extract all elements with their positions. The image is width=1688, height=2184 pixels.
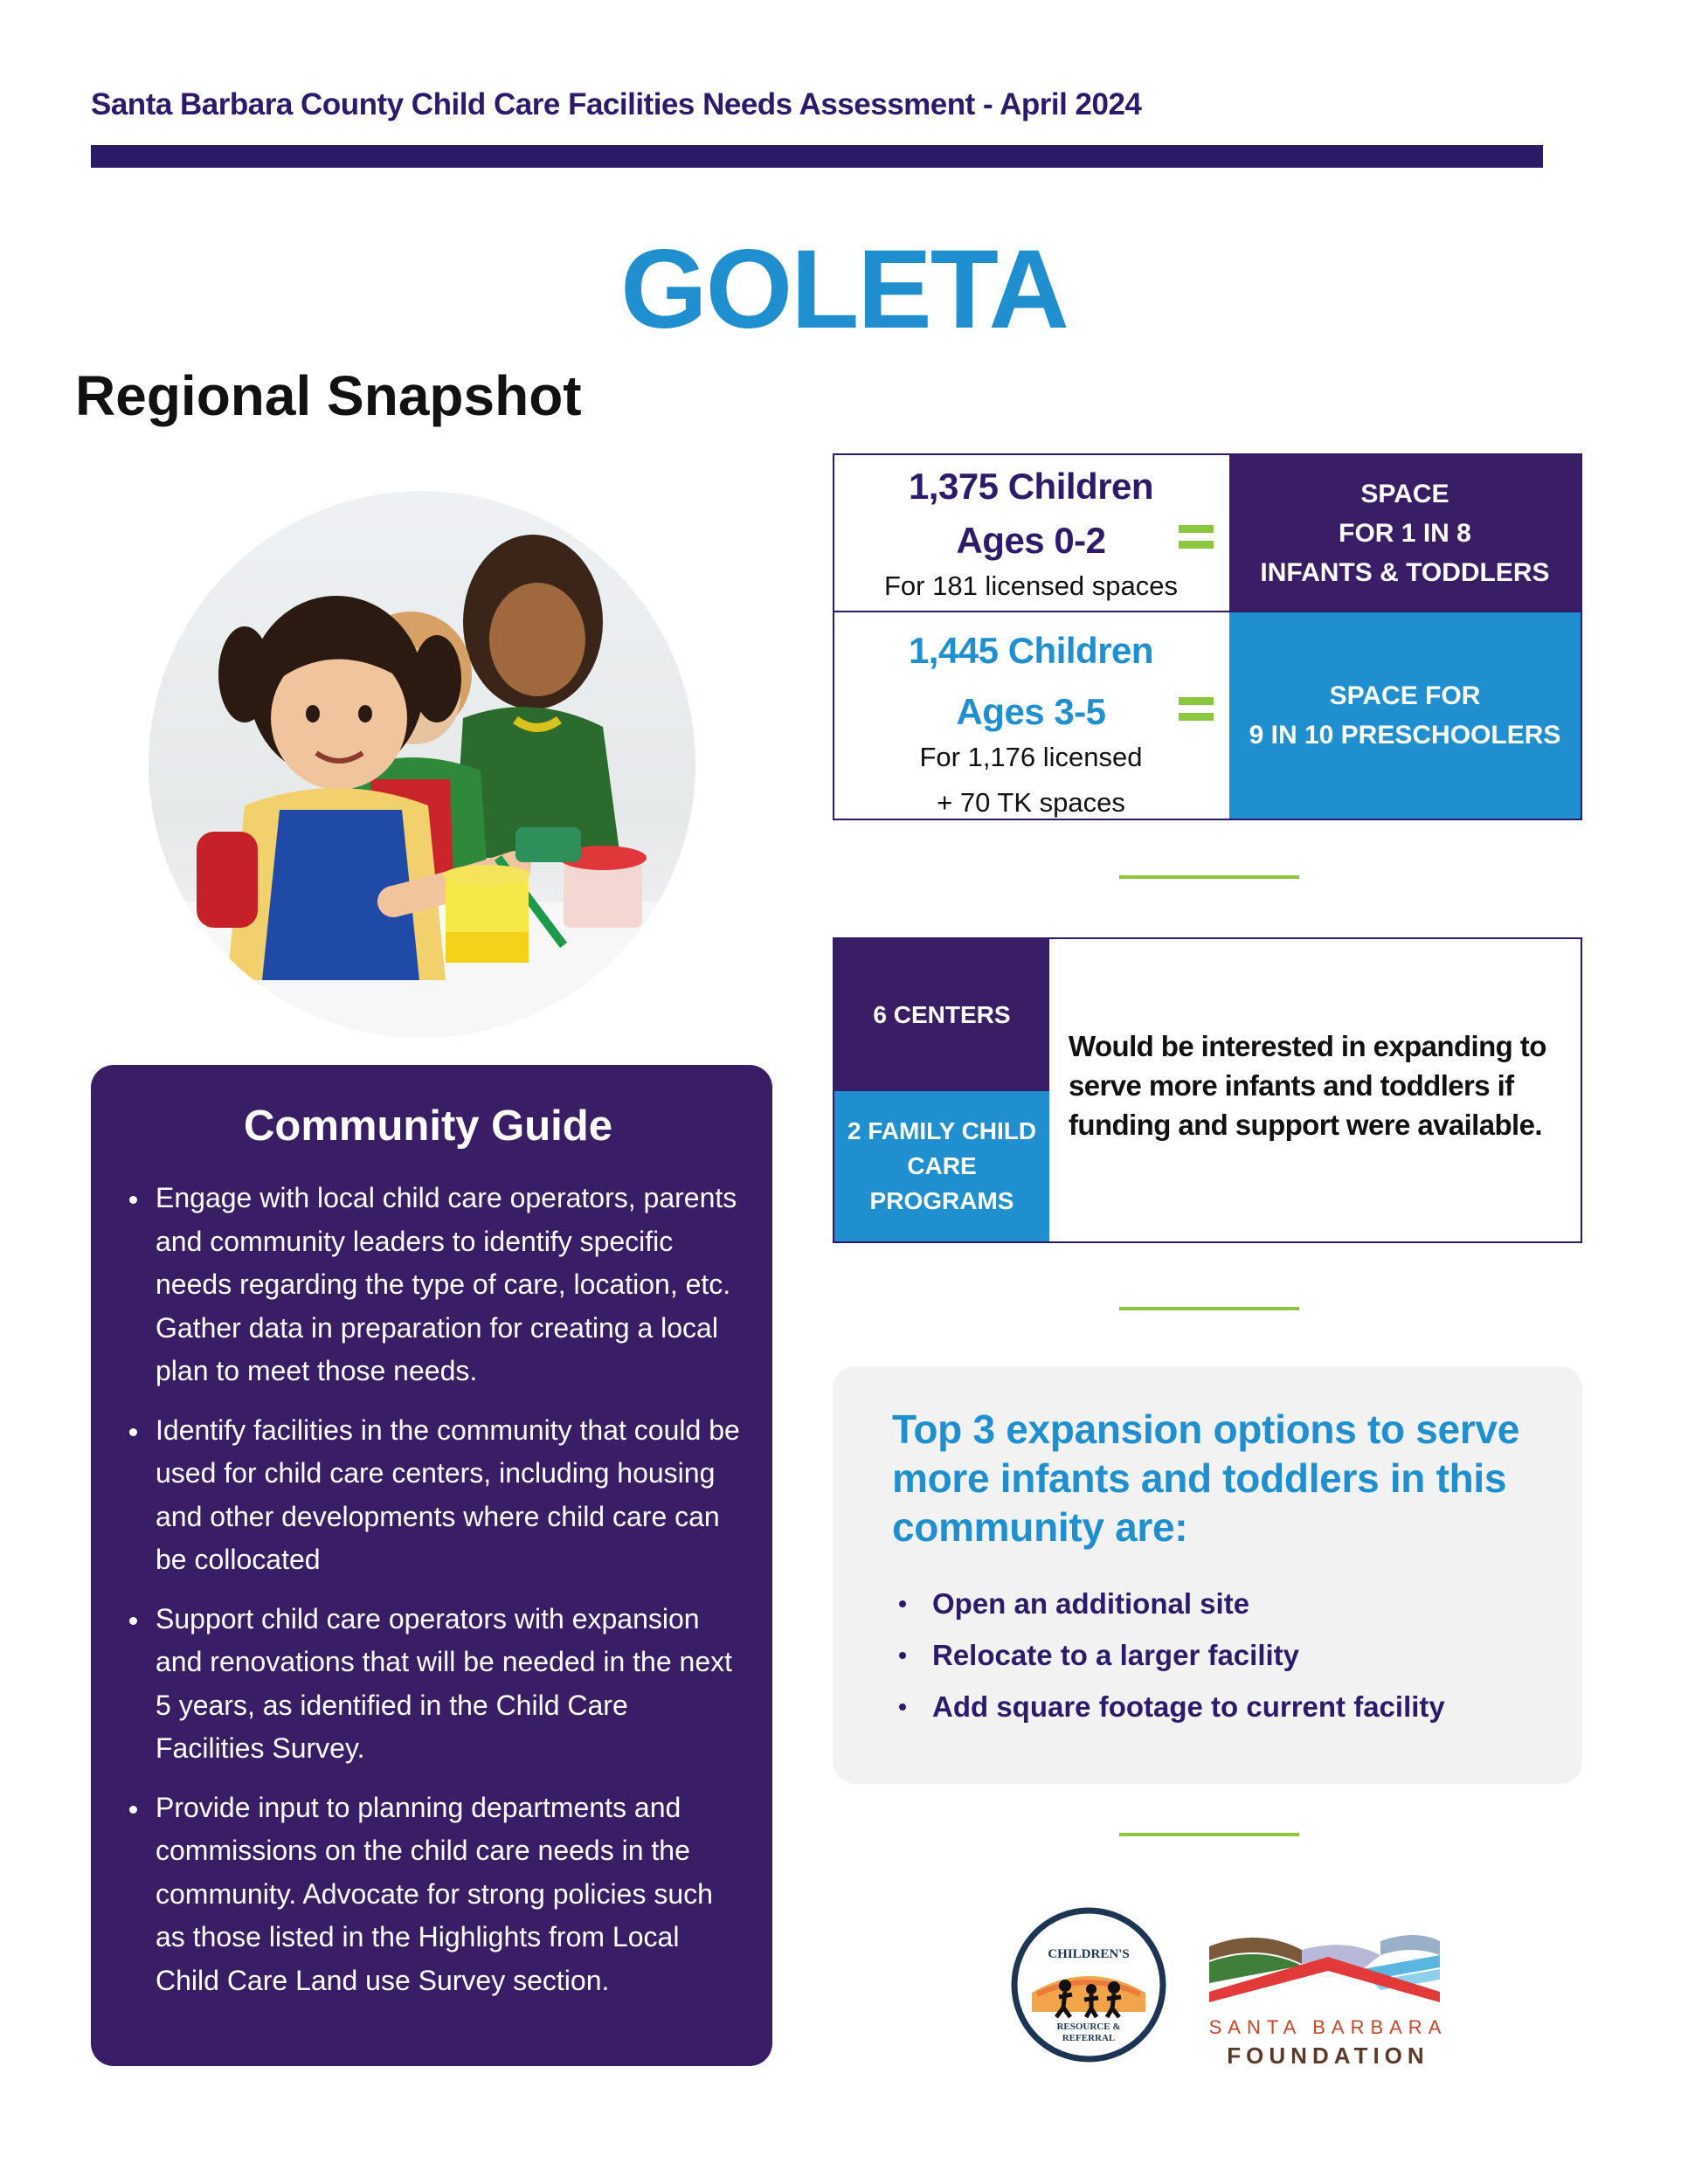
preschool-tk-spaces: + 70 TK spaces xyxy=(937,787,1125,818)
infants-ratio-line: INFANTS & TODDLERS xyxy=(1260,557,1550,587)
list-item: Open an additional site xyxy=(892,1578,1556,1629)
equals-icon xyxy=(1179,525,1214,556)
santa-barbara-foundation-logo xyxy=(1206,1929,1468,2069)
childrens-resource-referral-logo xyxy=(1011,1907,1166,2063)
infants-licensed-spaces: For 181 licensed spaces xyxy=(883,570,1179,601)
centers-count-label: 6 CENTERS xyxy=(834,939,1049,1091)
infants-count: 1,375 Children xyxy=(908,466,1154,507)
infants-ratio-line: SPACE xyxy=(1360,479,1449,508)
preschool-ratio-line: SPACE FOR xyxy=(1329,681,1481,710)
preschool-count: 1,445 Children xyxy=(908,630,1154,671)
header-divider-bar xyxy=(91,145,1543,168)
document-title: Santa Barbara County Child Care Facilities Needs Assessment - April 2024 xyxy=(91,87,1142,121)
list-item: Provide input to planning departments and commissions on the child care needs in the community. Advocate for strong policies such as those listed in the Highlights from Local Child Care Land use Survey section. xyxy=(129,1787,744,2003)
crr-logo-graphic xyxy=(1011,1907,1166,2063)
preschool-licensed-spaces: For 1,176 licensed xyxy=(919,742,1143,772)
infants-ratio-line: FOR 1 IN 8 xyxy=(1339,518,1471,548)
green-divider xyxy=(1119,1833,1299,1836)
list-item: Support child care operators with expansion and renovations that will be needed in the next 5 years, as identified in the Child Care Facilities Survey. xyxy=(129,1598,744,1771)
green-divider xyxy=(1119,1307,1299,1310)
sbf-landscape-icon xyxy=(1206,1929,1450,2012)
list-item: Engage with local child care operators, parents and community leaders to identify specific needs regarding the type of care, location, etc. Gather data in preparation for creating a local plan to meet those needs. xyxy=(129,1177,744,1393)
photo-illustration xyxy=(149,491,695,1038)
sbf-name-line2: FOUNDATION xyxy=(1227,2042,1429,2069)
expansion-options-panel xyxy=(833,1366,1582,1784)
green-divider xyxy=(1119,875,1299,879)
expansion-options-title: Top 3 expansion options to serve more infants and toddlers in this community are: xyxy=(892,1406,1519,1550)
crr-logo-text-bottom1: RESOURCE & xyxy=(1056,2022,1121,2032)
list-item: Relocate to a larger facility xyxy=(892,1629,1556,1681)
family-programs-label: 2 FAMILY CHILD CARE PROGRAMS xyxy=(834,1091,1049,1241)
expansion-interest-text: Would be interested in expanding to serve more infants and toddlers if funding and support were available. xyxy=(1069,1030,1546,1141)
sbf-name-line1: SANTA BARBARA xyxy=(1208,2016,1448,2038)
preschool-space-ratio xyxy=(1229,612,1581,819)
infants-ages: Ages 0-2 xyxy=(956,520,1106,561)
infants-stat-cell xyxy=(834,455,1228,611)
city-title: GOLETA xyxy=(620,227,1068,352)
expansion-interest-box xyxy=(833,937,1582,1243)
preschool-stat-cell xyxy=(834,612,1228,819)
community-guide-title: Community Guide xyxy=(244,1102,612,1150)
children-capacity-table xyxy=(833,453,1582,820)
crr-logo-text-bottom2: REFERRAL xyxy=(1062,2033,1116,2043)
expansion-options-list xyxy=(892,1578,1556,1732)
list-item: Add square footage to current facility xyxy=(892,1681,1556,1732)
children-painting-photo xyxy=(149,491,695,1038)
infants-row xyxy=(834,455,1581,612)
section-title: Regional Snapshot xyxy=(75,364,582,427)
infants-space-ratio xyxy=(1229,455,1581,611)
crr-logo-text-top: CHILDREN'S xyxy=(1048,1947,1130,1961)
equals-icon xyxy=(1179,697,1214,729)
preschool-ratio-line: 9 IN 10 PRESCHOOLERS xyxy=(1249,721,1561,750)
community-guide-panel xyxy=(91,1065,772,2066)
preschool-row xyxy=(834,612,1581,819)
community-guide-list xyxy=(129,1177,744,2002)
preschool-ages: Ages 3-5 xyxy=(956,691,1106,732)
list-item: Identify facilities in the community that could be used for child care centers, including housing and other developments where child care can be collocated xyxy=(129,1409,744,1582)
